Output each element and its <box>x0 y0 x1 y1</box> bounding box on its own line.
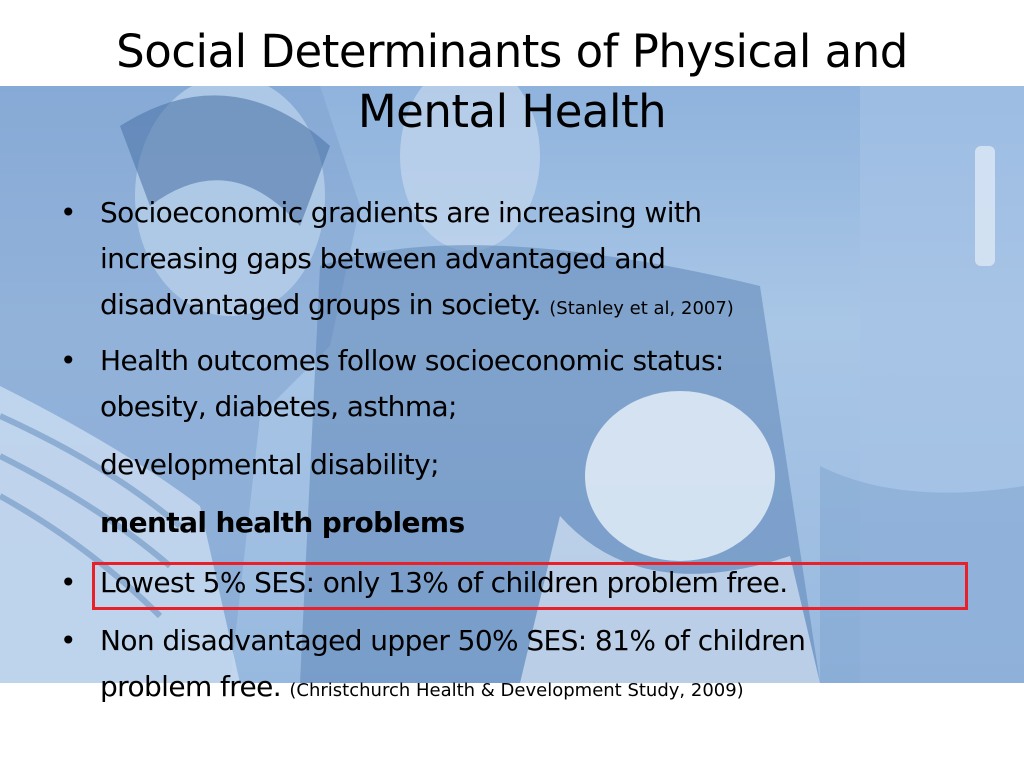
sub-line-mental-health: mental health problems <box>100 506 465 539</box>
red-highlight-box <box>92 562 968 610</box>
highlighted-bullet-text: Lowest 5% SES: only 13% of children problem free. <box>100 566 788 599</box>
bullet-2-line-1: Health outcomes follow socioeconomic status: <box>100 344 724 377</box>
bullet-2-line-2: obesity, diabetes, asthma; <box>100 390 457 423</box>
bullet-marker: • <box>60 344 77 377</box>
citation-christchurch: (Christchurch Health & Development Study, 2009) <box>289 680 744 701</box>
bullet-marker: • <box>60 196 77 229</box>
citation-stanley: (Stanley et al, 2007) <box>549 298 734 319</box>
bullet-marker: • <box>60 624 77 657</box>
slide-title <box>0 22 1024 142</box>
title-line-2: Mental Health <box>357 85 667 138</box>
title-line-1: Social Determinants of Physical and <box>116 25 908 78</box>
bullet-1-line-3-text: disadvantaged groups in society. <box>100 288 541 321</box>
bullet-4-line-2-text: problem free. <box>100 670 282 703</box>
sub-line-developmental: developmental disability; <box>100 448 439 481</box>
bullet-4-line-1: Non disadvantaged upper 50% SES: 81% of children <box>100 624 806 657</box>
bullet-marker: • <box>60 566 77 599</box>
bullet-1-line-3 <box>100 282 734 332</box>
bullet-4-line-2 <box>100 664 744 714</box>
bullet-1-line-1: Socioeconomic gradients are increasing with <box>100 196 702 229</box>
bullet-1-line-2: increasing gaps between advantaged and <box>100 242 666 275</box>
